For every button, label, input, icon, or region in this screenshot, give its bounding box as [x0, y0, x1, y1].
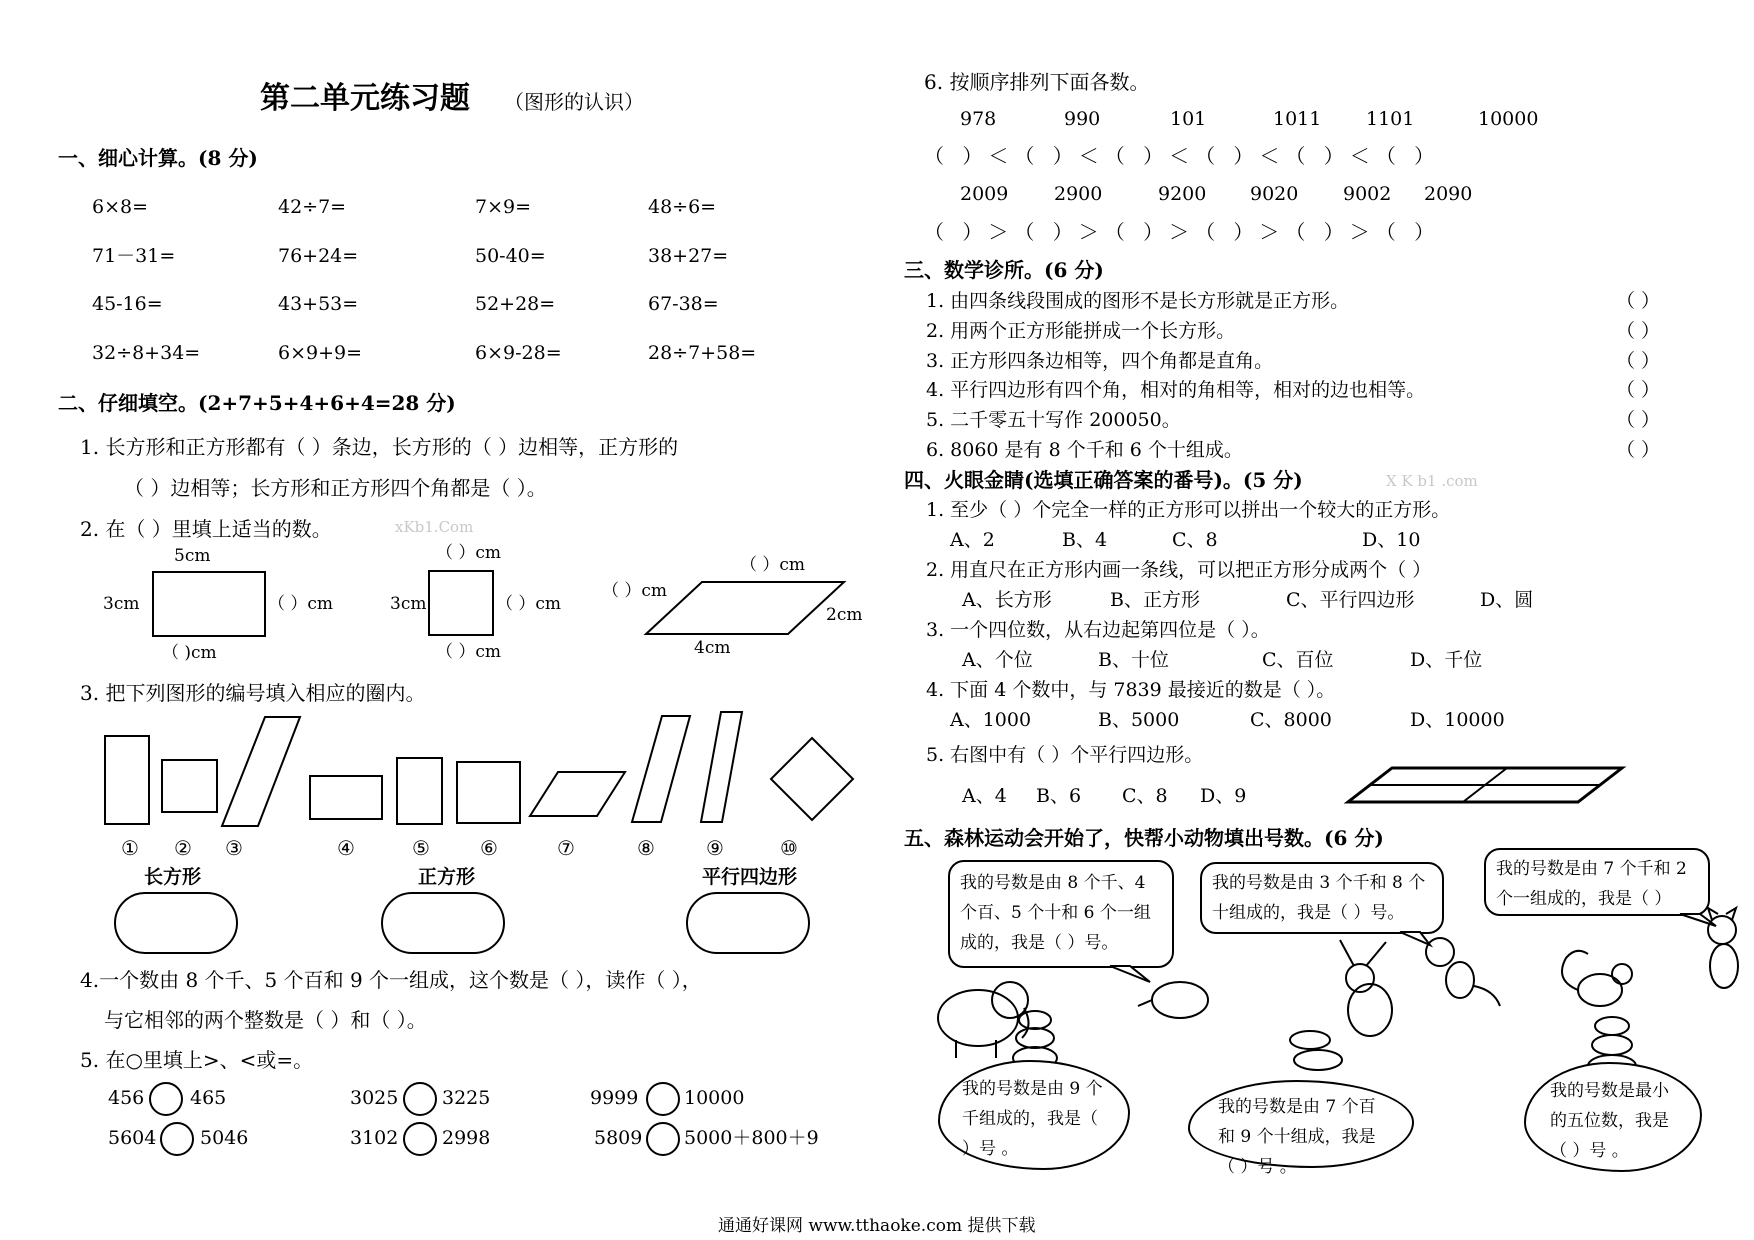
order-number: 2090	[1424, 183, 1473, 205]
cat-icon	[1708, 908, 1738, 988]
calc-item: 43+53=	[278, 293, 359, 315]
compare-left: 3025	[350, 1087, 399, 1109]
shape-number: ⑦	[557, 836, 575, 860]
question-2-4a: 4.一个数由 8 个千、5 个百和 9 个一组成，这个数是（ ），读作（ ），	[80, 968, 702, 992]
shape-number: ⑤	[412, 836, 430, 860]
clinic-item: 4. 平行四边形有四个角，相对的角相等，相对的边也相等。	[926, 379, 1426, 401]
rect-left-label: 3cm	[103, 594, 140, 614]
watermark: X K b1 .com	[1386, 472, 1478, 490]
clinic-item: 3. 正方形四条边相等，四个角都是直角。	[926, 350, 1274, 372]
choice-option[interactable]: D、圆	[1480, 589, 1534, 611]
order-number: 9020	[1250, 183, 1299, 205]
hedgehog-icon	[1138, 982, 1208, 1018]
para-right-label: 2cm	[826, 605, 863, 625]
compare-left: 5604	[108, 1127, 157, 1149]
choice-option[interactable]: A、4	[962, 785, 1007, 807]
para-bottom-label: 4cm	[694, 638, 731, 658]
section-2-heading: 二、仔细填空。(2+7+5+4+6+4=28 分)	[58, 391, 456, 415]
compare-right: 10000	[684, 1087, 745, 1109]
calc-item: 6×9-28=	[475, 342, 562, 364]
choice-option[interactable]: D、10	[1362, 529, 1421, 551]
order-number: 990	[1064, 108, 1101, 130]
judge-blank[interactable]: （ ）	[1616, 350, 1661, 372]
shape-number: ⑨	[706, 836, 724, 860]
square-top-label: （ ）cm	[436, 543, 502, 563]
rabbit-icon	[1340, 940, 1392, 1036]
category-rectangle-label: 长方形	[144, 866, 202, 888]
choice-option[interactable]: C、8000	[1250, 709, 1332, 731]
compare-right: 3225	[442, 1087, 491, 1109]
rect-bottom-label: （ )cm	[162, 643, 217, 663]
order-number: 2900	[1054, 183, 1103, 205]
bubble-text: 我的号数是由 7 个千和 2 个一组成的，我是（ ）	[1496, 859, 1687, 909]
order-number: 1101	[1366, 108, 1415, 130]
section-3-heading: 三、数学诊所。(6 分)	[904, 258, 1104, 282]
section-1-heading: 一、细心计算。(8 分)	[58, 146, 258, 170]
shape-number: ⑧	[637, 836, 655, 860]
calc-item: 52+28=	[475, 293, 556, 315]
footer-credit: 通通好课网 www.tthaoke.com 提供下载	[718, 1216, 1036, 1236]
square-left-label: 3cm	[390, 594, 427, 614]
square-right-label: （ ）cm	[496, 594, 562, 614]
choice-option[interactable]: D、千位	[1410, 649, 1483, 671]
shape-number: ⑩	[780, 836, 798, 860]
choice-option[interactable]: B、5000	[1098, 709, 1180, 731]
choice-option[interactable]: A、2	[950, 529, 995, 551]
para-left-label: （ ）cm	[602, 581, 668, 601]
calc-item: 71－31=	[92, 245, 176, 267]
compare-right: 5046	[200, 1127, 249, 1149]
choice-option[interactable]: D、10000	[1410, 709, 1505, 731]
category-square-label: 正方形	[418, 866, 476, 888]
order-number: 9002	[1343, 183, 1392, 205]
judge-blank[interactable]: （ ）	[1616, 379, 1661, 401]
judge-blank[interactable]: （ ）	[1616, 409, 1661, 431]
choice-option[interactable]: A、长方形	[962, 589, 1052, 611]
rect-top-label: 5cm	[174, 546, 211, 566]
calc-item: 76+24=	[278, 245, 359, 267]
clinic-item: 5. 二千零五十写作 200050。	[926, 409, 1181, 431]
compare-left: 5809	[594, 1127, 643, 1149]
judge-blank[interactable]: （ ）	[1616, 439, 1661, 461]
question-2-1b: （ ）边相等；长方形和正方形四个角都是（ ）。	[124, 476, 547, 500]
page-title: 第二单元练习题	[260, 81, 470, 116]
shape-number: ②	[174, 836, 192, 860]
choice-option[interactable]: B、6	[1036, 785, 1082, 807]
compare-right: 5000＋800＋9	[684, 1127, 819, 1149]
choice-option[interactable]: B、十位	[1098, 649, 1169, 671]
judge-blank[interactable]: （ ）	[1616, 320, 1661, 342]
cloud-text: 我的号数是由 9 个千组成的，我是（ ）号 。	[962, 1079, 1103, 1159]
shape-number: ④	[337, 836, 355, 860]
category-parallelogram-label: 平行四边形	[702, 866, 798, 888]
cloud-bubble-1	[938, 1060, 1130, 1170]
order-number: 978	[960, 108, 997, 130]
square-bottom-label: （ ）cm	[436, 642, 502, 662]
calc-item: 67-38=	[648, 293, 719, 315]
calc-item: 45-16=	[92, 293, 163, 315]
section-5-heading: 五、森林运动会开始了，快帮小动物填出号数。(6 分)	[904, 826, 1384, 850]
question-2-5: 5. 在○里填上>、<或=。	[80, 1048, 314, 1072]
compare-left: 3102	[350, 1127, 399, 1149]
calc-item: 32÷8+34=	[92, 342, 201, 364]
choice-question: 4. 下面 4 个数中，与 7839 最接近的数是（ ）。	[926, 679, 1336, 701]
calc-item: 38+27=	[648, 245, 729, 267]
judge-blank[interactable]: （ ）	[1616, 290, 1661, 312]
bubble-text: 我的号数是由 8 个千、4 个百、5 个十和 6 个一组成的，我是（ ）号。	[960, 873, 1151, 953]
calc-item: 42÷7=	[278, 196, 347, 218]
descending-blanks: （ ）＞（ ）＞（ ）＞（ ）＞（ ）＞（ ）	[924, 220, 1441, 244]
calc-item: 6×8=	[92, 196, 149, 218]
compare-left: 456	[108, 1087, 145, 1109]
clinic-item: 6. 8060 是有 8 个千和 6 个十组成。	[926, 439, 1243, 461]
question-2-4b: 与它相邻的两个整数是（ ）和（ ）。	[104, 1008, 427, 1032]
order-number: 1011	[1273, 108, 1322, 130]
choice-option[interactable]: B、正方形	[1110, 589, 1200, 611]
elephant-icon	[938, 982, 1029, 1058]
calc-item: 50-40=	[475, 245, 546, 267]
question-2-2: 2. 在（ ）里填上适当的数。	[80, 517, 332, 541]
choice-option[interactable]: C、百位	[1262, 649, 1334, 671]
clinic-item: 1. 由四条线段围成的图形不是长方形就是正方形。	[926, 290, 1350, 312]
compare-left: 9999	[590, 1087, 639, 1109]
calc-item: 7×9=	[475, 196, 532, 218]
order-number: 10000	[1478, 108, 1539, 130]
choice-question: 3. 一个四位数，从右边起第四位是（ ）。	[926, 619, 1270, 641]
choice-option[interactable]: D、9	[1200, 785, 1247, 807]
para-top-label: （ ）cm	[740, 555, 806, 575]
choice-option[interactable]: A、1000	[950, 709, 1032, 731]
order-number: 2009	[960, 183, 1009, 205]
choice-question: 5. 右图中有（ ）个平行四边形。	[926, 744, 1204, 766]
question-2-3: 3. 把下列图形的编号填入相应的圈内。	[80, 681, 426, 705]
calc-item: 6×9+9=	[278, 342, 363, 364]
monkey-icon	[1426, 938, 1500, 1006]
compare-right: 465	[190, 1087, 227, 1109]
choice-option[interactable]: A、个位	[962, 649, 1033, 671]
squirrel-icon	[1562, 951, 1632, 1006]
ascending-blanks: （ ）＜（ ）＜（ ）＜（ ）＜（ ）＜（ ）	[924, 144, 1441, 168]
cloud-bubble-2	[1188, 1080, 1414, 1177]
rect-right-label: （ ）cm	[268, 594, 334, 614]
calc-item: 28÷7+58=	[648, 342, 757, 364]
choice-option[interactable]: C、8	[1172, 529, 1218, 551]
shape-number: ①	[121, 836, 139, 860]
question-2-1a: 1. 长方形和正方形都有（ ）条边，长方形的（ ）边相等，正方形的	[80, 435, 679, 459]
watermark: xKb1.Com	[395, 518, 474, 536]
choice-option[interactable]: B、4	[1062, 529, 1108, 551]
compare-right: 2998	[442, 1127, 491, 1149]
choice-question: 1. 至少（ ）个完全一样的正方形可以拼出一个较大的正方形。	[926, 499, 1451, 521]
choice-option[interactable]: C、平行四边形	[1286, 589, 1415, 611]
clinic-item: 2. 用两个正方形能拼成一个长方形。	[926, 320, 1236, 342]
calc-item: 48÷6=	[648, 196, 717, 218]
choice-option[interactable]: C、8	[1122, 785, 1168, 807]
order-number: 9200	[1158, 183, 1207, 205]
cloud-bubble-3	[1524, 1062, 1702, 1172]
section-4-heading: 四、火眼金睛(选填正确答案的番号)。(5 分)	[904, 468, 1303, 492]
shape-number: ③	[225, 836, 243, 860]
page-subtitle: （图形的认识）	[504, 90, 644, 114]
bubble-text: 我的号数是由 3 个千和 8 个十组成的，我是（ ）号。	[1212, 873, 1426, 923]
cloud-text: 我的号数是由 7 个百和 9 个十组成，我是（ ）号 。	[1218, 1097, 1376, 1177]
choice-question: 2. 用直尺在正方形内画一条线，可以把正方形分成两个（ ）	[926, 559, 1432, 581]
cloud-text: 我的号数是最小的五位数，我是（ ）号 。	[1550, 1081, 1669, 1161]
question-6-heading: 6. 按顺序排列下面各数。	[924, 70, 1150, 94]
shape-number: ⑥	[480, 836, 498, 860]
order-number: 101	[1170, 108, 1207, 130]
